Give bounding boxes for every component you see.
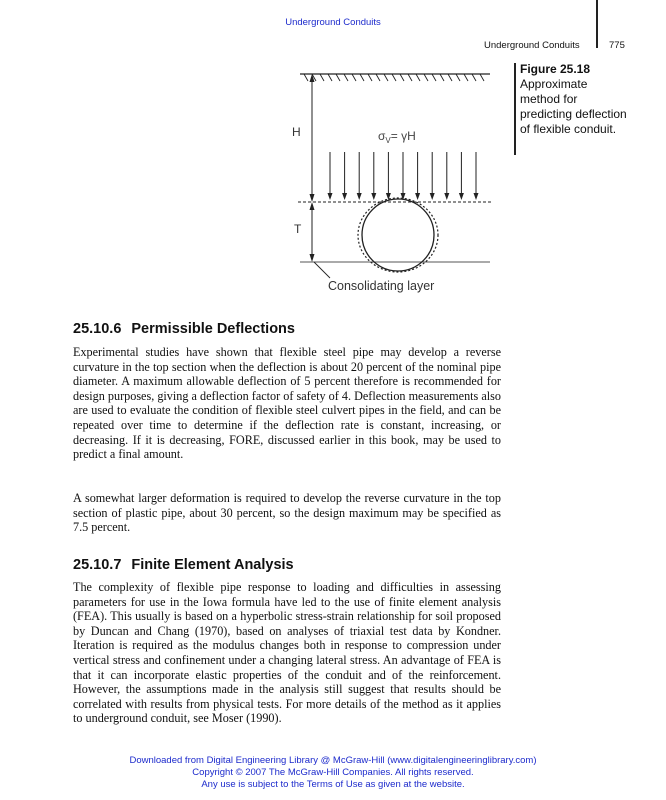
figure-caption — [520, 62, 630, 137]
load-arrow — [415, 152, 420, 200]
hatch-mark — [360, 74, 364, 81]
hatch-mark — [400, 74, 404, 81]
load-arrow — [444, 152, 449, 200]
section-number: 25.10.7 — [73, 557, 122, 573]
section-number: 25.10.6 — [73, 321, 122, 337]
paragraph: Experimental studies have shown that flexible steel pipe may develop a reverse curvature in the top section when the deflection is about 20 percent of the nominal pipe diameter. A maximum allowable deflection of 5 percent therefore is recommended for design purposes, giving a deflection factor of safety of 4. Deflection measurements also are used to evaluate the condition of flexible steel culvert pipes in the field, and can be repeated over time to determine if the deflection rate is constant, increasing, or decreasing. If it is decreasing, FORE, discussed earlier in this book, may be used to predict a final amount. — [73, 345, 501, 462]
hatch-mark — [456, 74, 460, 81]
load-arrow — [371, 152, 376, 200]
load-arrow — [474, 152, 479, 200]
hatch-mark — [376, 74, 380, 81]
running-head: Underground Conduits — [484, 40, 580, 51]
hatch-mark — [344, 74, 348, 81]
pipe — [358, 198, 438, 272]
stress-equation: $\sigma_V= \gamma H$ — [378, 129, 416, 145]
load-arrow — [401, 152, 406, 200]
hatch-mark — [336, 74, 340, 81]
hatch-mark — [480, 74, 484, 81]
figure-caption-text: Approximate method for predicting deflection of flexible conduit. — [520, 77, 627, 136]
hatch-mark — [416, 74, 420, 81]
footer-download-link[interactable]: Downloaded from Digital Engineering Library @ McGraw-Hill (www.digitalengineeringlibrary.com) — [129, 755, 537, 766]
hatch-mark — [368, 74, 372, 81]
paragraph: A somewhat larger deformation is required to develop the reverse curvature in the top section of plastic pipe, about 30 percent, so the design maximum may be specified as 7.5 percent. — [73, 491, 501, 535]
load-arrows — [328, 152, 479, 200]
footer-copyright: Copyright © 2007 The McGraw-Hill Companies. All rights reserved. — [192, 767, 474, 778]
hatch-mark — [384, 74, 388, 81]
hatch-mark — [464, 74, 468, 81]
section-heading-permissible-deflections — [73, 321, 295, 337]
load-arrow — [342, 152, 347, 200]
hatch-mark — [392, 74, 396, 81]
hatch-mark — [304, 74, 308, 81]
h-dimension — [310, 74, 315, 202]
hatch-mark — [440, 74, 444, 81]
layer-label: Consolidating layer — [328, 279, 435, 293]
hatch-mark — [472, 74, 476, 81]
caption-divider — [514, 63, 516, 155]
leader-line — [314, 262, 330, 278]
hatch-mark — [448, 74, 452, 81]
hatch-mark — [432, 74, 436, 81]
load-arrow — [430, 152, 435, 200]
page-number: 775 — [609, 40, 625, 51]
hatch-mark — [408, 74, 412, 81]
section-title: Permissible Deflections — [131, 321, 295, 337]
paragraph: The complexity of flexible pipe response to loading and difficulties in assessing parameters for use in the Iowa formula have led to the use of finite element analysis (FEA). This usually is based on a hyperbolic stress-strain relationship for soil proposed by Duncan and Chang (1970), based on analyses of triaxial test data by Kondner. Iteration is required as the modulus changes both in response to compression under vertical stress and confinement under a changing lateral stress. An advantage of FEA is that it can incorporate elastic properties of the conduit and of the reinforcement. However, the assumptions made in the analysis still suggest that results should be correlated with results from physical tests. For more details of the method as it applies to underground conduit, see Moser (1990). — [73, 580, 501, 726]
label-t: T — [294, 222, 302, 236]
section-title: Finite Element Analysis — [131, 557, 294, 573]
section-heading-finite-element-analysis — [73, 557, 294, 573]
hatch-mark — [328, 74, 332, 81]
load-arrow — [328, 152, 333, 200]
label-h: H — [292, 125, 301, 139]
footer-terms[interactable]: Any use is subject to the Terms of Use as given at the website. — [201, 779, 465, 790]
hatch-mark — [352, 74, 356, 81]
deflection-diagram — [280, 62, 505, 298]
load-arrow — [357, 152, 362, 200]
hatch-mark — [424, 74, 428, 81]
t-dimension — [310, 202, 315, 262]
ground-surface — [300, 74, 490, 81]
header-divider — [596, 0, 598, 48]
load-arrow — [386, 152, 391, 200]
top-link[interactable]: Underground Conduits — [285, 17, 381, 28]
load-arrow — [459, 152, 464, 200]
hatch-mark — [320, 74, 324, 81]
figure-label: Figure 25.18 — [520, 62, 591, 76]
